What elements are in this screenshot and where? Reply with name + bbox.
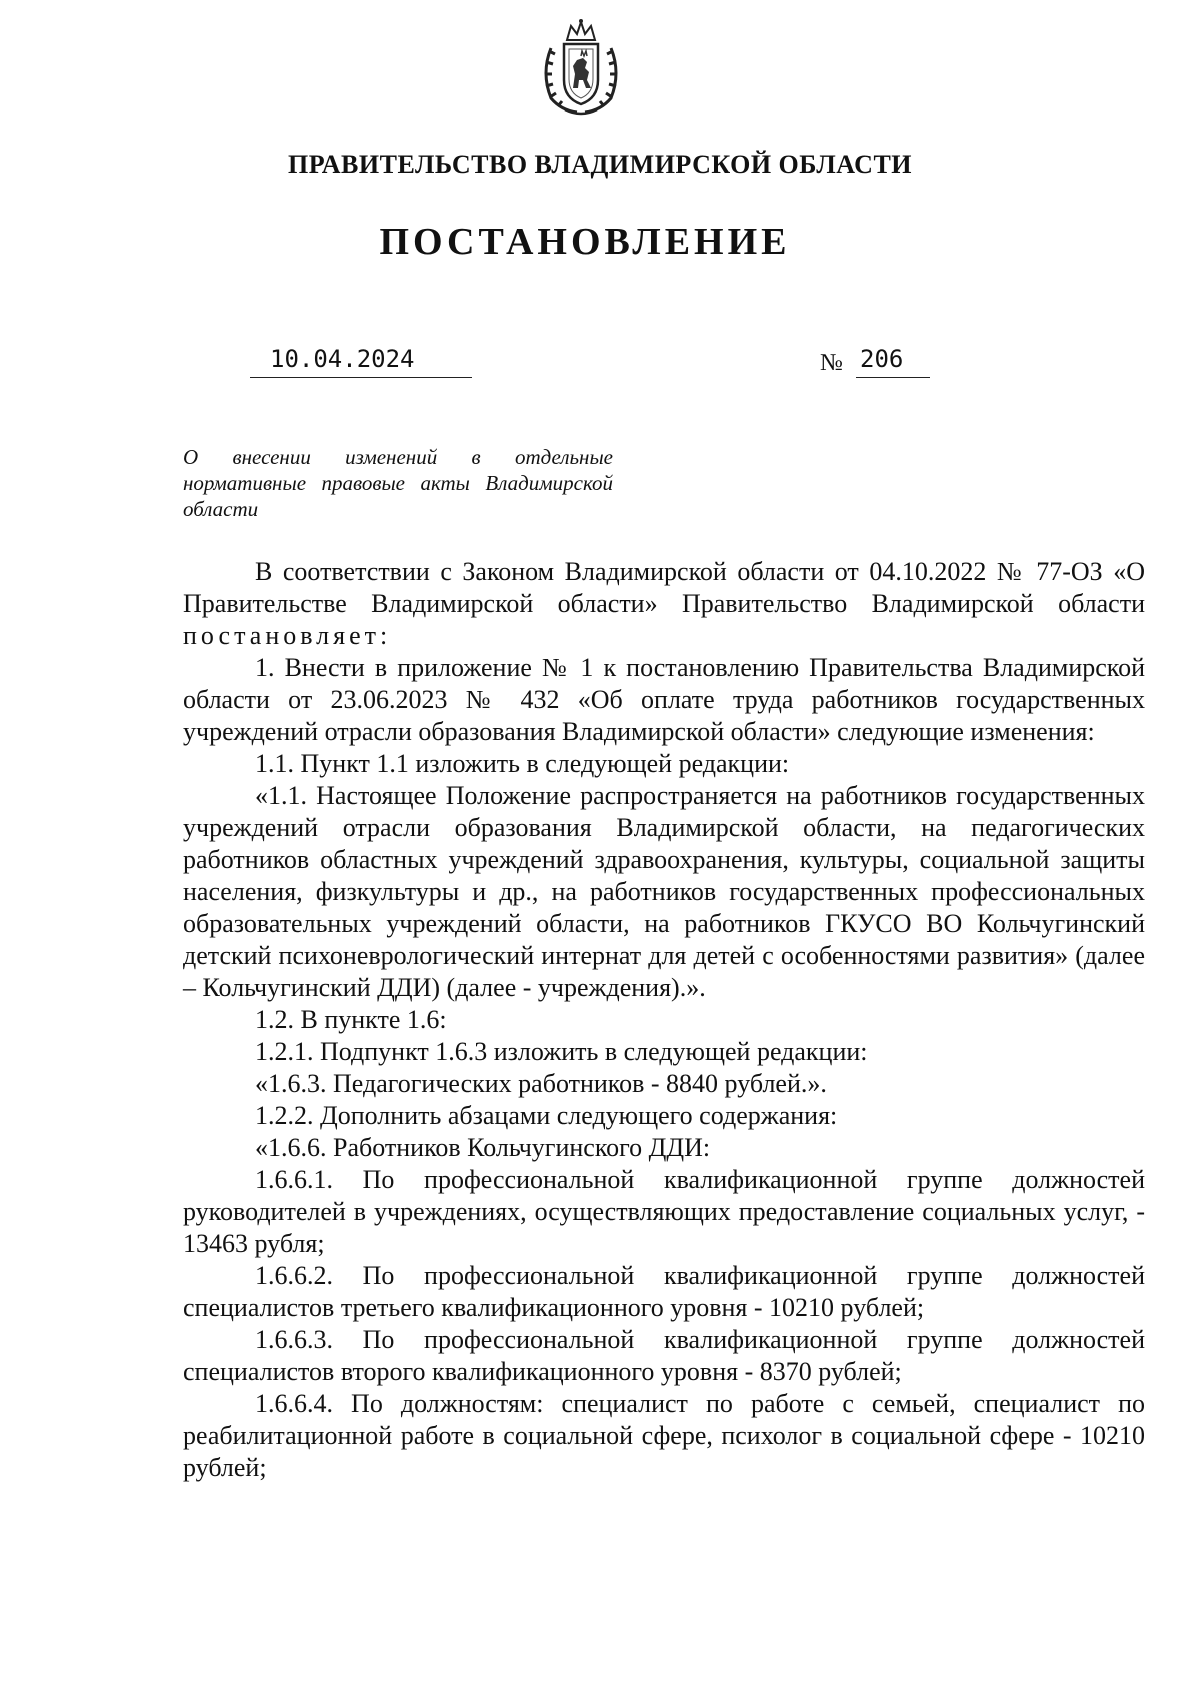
paragraph-1-1-text: «1.1. Настоящее Положение распространяется на работников государственных учреждений отрасли образования Владимирской области, на педагогических работников областных учреждений здравоохранения, культуры, социальной защиты населения, физкультуры и др., на работников государственных профессиональных образовательных учреждений области, на работников ГКУСО ВО Кольчугинский детский психоневрологический интернат для детей с особенностями развития» (далее – Кольчугинский ДДИ) (далее - учреждения).».	[183, 781, 1145, 1002]
resolves-word: постановляет	[183, 621, 381, 650]
document-number: 206	[856, 345, 930, 378]
paragraph-1-6-6-3: 1.6.6.3. По профессиональной квалификационной группе должностей специалистов второго квалификационного уровня - 8370 рублей;	[183, 1325, 1145, 1386]
government-title: ПРАВИТЕЛЬСТВО ВЛАДИМИРСКОЙ ОБЛАСТИ	[287, 150, 913, 179]
number-label: №	[820, 350, 843, 376]
paragraph-1: 1. Внести в приложение № 1 к постановлению Правительства Владимирской области от 23.06.2023 № 432 «Об оплате труда работников государственных учреждений отрасли образования Владимирской области» следующие изменения:	[183, 653, 1145, 746]
paragraph-1-6-6-1: 1.6.6.1. По профессиональной квалификационной группе должностей руководителей в учреждениях, осуществляющих предоставление социальных услуг, - 13463 рубля;	[183, 1165, 1145, 1258]
coat-of-arms-icon	[537, 18, 625, 118]
paragraph-1-6-6-2: 1.6.6.2. По профессиональной квалификационной группе должностей специалистов третьего квалификационного уровня - 10210 рублей;	[183, 1261, 1145, 1322]
preamble-text: В соответствии с Законом Владимирской области от 04.10.2022 № 77-ОЗ «О Правительстве Владимирской области» Правительство Владимирской области	[183, 557, 1145, 618]
paragraph-1-6-3: «1.6.3. Педагогических работников - 8840 рублей.».	[255, 1069, 827, 1098]
paragraph-1-1: 1.1. Пункт 1.1 изложить в следующей редакции:	[255, 749, 790, 778]
paragraph-1-2-1: 1.2.1. Подпункт 1.6.3 изложить в следующей редакции:	[255, 1037, 868, 1066]
document-subject: О внесении изменений в отдельные нормативные правовые акты Владимирской области	[183, 445, 613, 521]
paragraph-1-2: 1.2. В пункте 1.6:	[255, 1005, 447, 1034]
document-body	[183, 556, 1145, 1484]
preamble-colon: :	[380, 621, 388, 650]
paragraph-1-2-2: 1.2.2. Дополнить абзацами следующего содержания:	[255, 1101, 838, 1130]
paragraph-1-6-6: «1.6.6. Работников Кольчугинского ДДИ:	[255, 1133, 711, 1162]
preamble-paragraph	[183, 556, 1145, 652]
paragraph-1-6-6-4: 1.6.6.4. По должностям: специалист по работе с семьей, специалист по реабилитационной работе в социальной сфере, психолог в социальной сфере - 10210 рублей;	[183, 1389, 1145, 1482]
document-type-title: ПОСТАНОВЛЕНИЕ	[379, 221, 791, 263]
document-date: 10.04.2024	[250, 345, 472, 378]
